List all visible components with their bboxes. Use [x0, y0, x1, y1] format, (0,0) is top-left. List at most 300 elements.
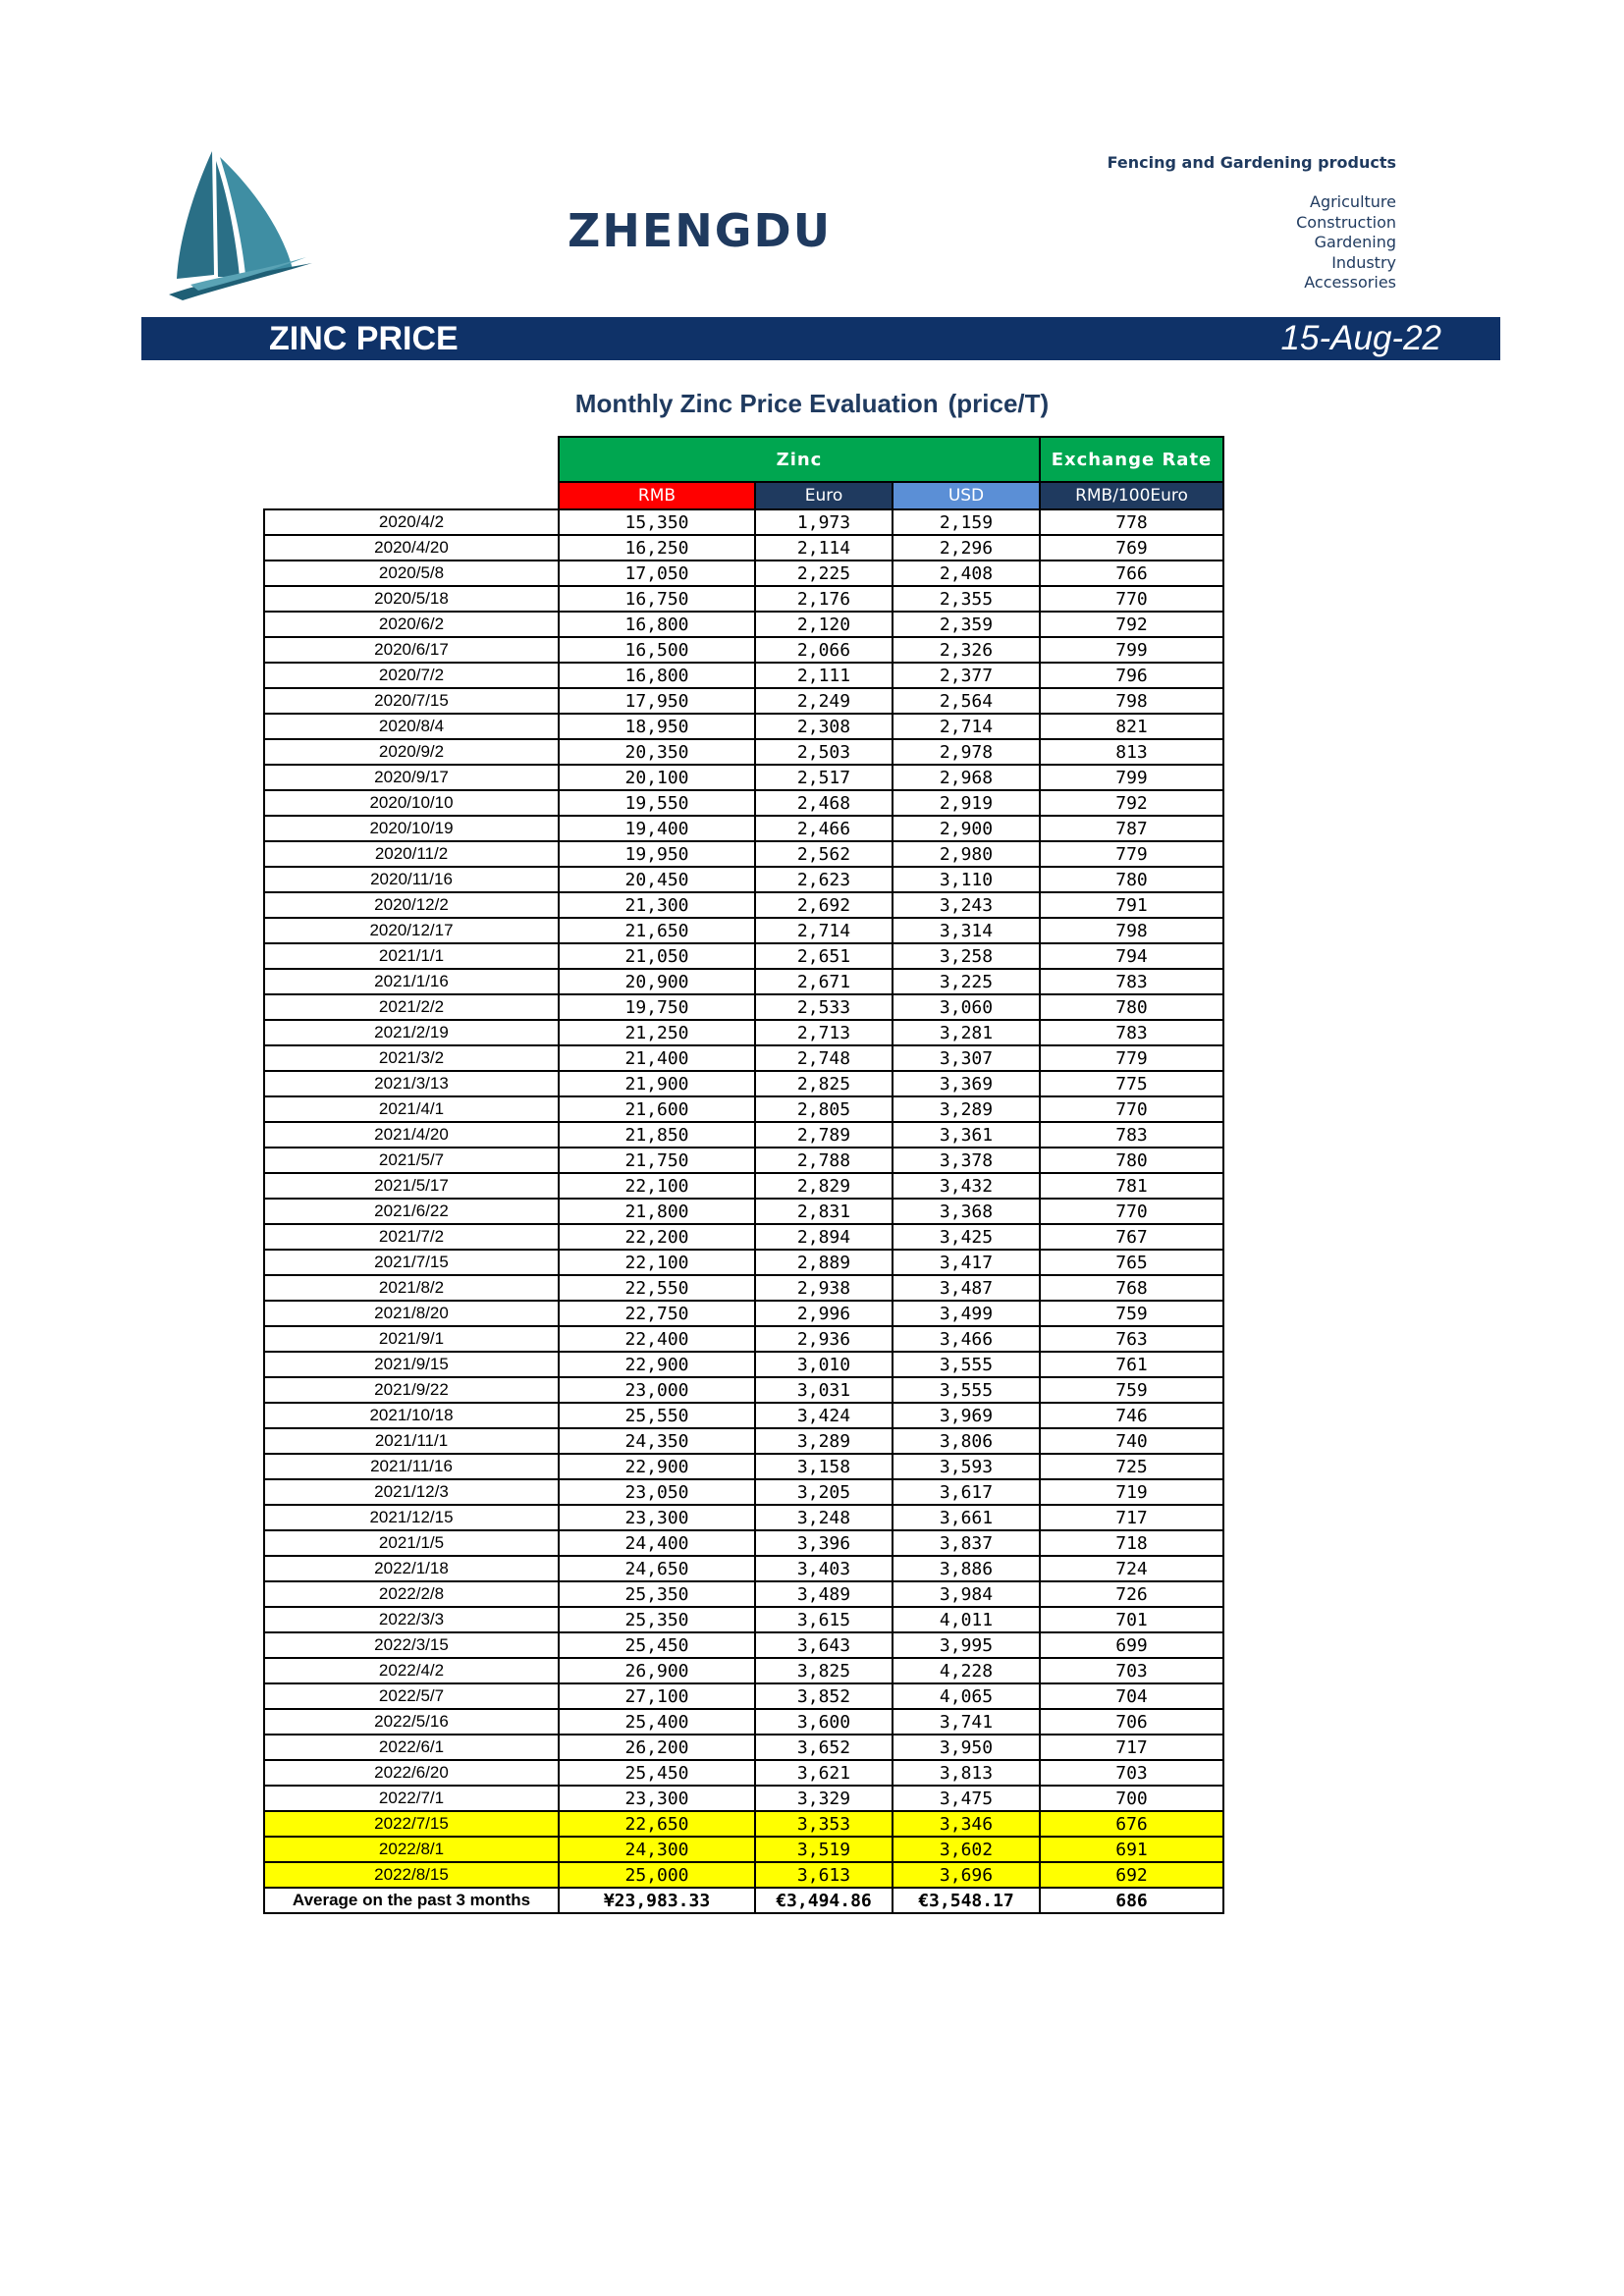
rate-cell: 780 [1040, 994, 1223, 1020]
euro-cell: 2,468 [755, 790, 893, 816]
euro-cell: 2,936 [755, 1326, 893, 1352]
usd-cell: 3,661 [893, 1505, 1040, 1530]
euro-cell: 2,517 [755, 765, 893, 790]
rmb-cell: 16,250 [559, 535, 755, 561]
usd-cell: 3,499 [893, 1301, 1040, 1326]
usd-cell: 2,919 [893, 790, 1040, 816]
date-cell: 2022/6/1 [264, 1735, 559, 1760]
rate-cell: 703 [1040, 1658, 1223, 1683]
usd-cell: 3,593 [893, 1454, 1040, 1479]
usd-cell: 3,466 [893, 1326, 1040, 1352]
euro-cell: 2,308 [755, 714, 893, 739]
rmb-cell: 21,400 [559, 1045, 755, 1071]
rmb-cell: 21,650 [559, 918, 755, 943]
date-cell: 2020/9/2 [264, 739, 559, 765]
date-cell: 2022/3/3 [264, 1607, 559, 1632]
rmb-cell: 22,100 [559, 1250, 755, 1275]
euro-cell: 2,651 [755, 943, 893, 969]
table-row [264, 1326, 1223, 1352]
table-title-unit: (price/T) [947, 389, 1050, 418]
date-cell: 2020/10/10 [264, 790, 559, 816]
rate-cell: 724 [1040, 1556, 1223, 1581]
euro-cell: 3,652 [755, 1735, 893, 1760]
table-row [264, 535, 1223, 561]
date-cell: 2022/5/7 [264, 1683, 559, 1709]
date-cell: 2022/3/15 [264, 1632, 559, 1658]
euro-cell: 2,829 [755, 1173, 893, 1199]
table-row [264, 1224, 1223, 1250]
group-header-row [264, 437, 1223, 482]
euro-cell: 2,996 [755, 1301, 893, 1326]
usd-cell: 3,368 [893, 1199, 1040, 1224]
usd-cell: 3,425 [893, 1224, 1040, 1250]
date-cell: 2020/11/2 [264, 841, 559, 867]
euro-cell: 2,066 [755, 637, 893, 663]
euro-cell: 2,805 [755, 1096, 893, 1122]
usd-cell: 3,258 [893, 943, 1040, 969]
usd-cell: 2,980 [893, 841, 1040, 867]
table-row [264, 714, 1223, 739]
date-cell: 2021/4/1 [264, 1096, 559, 1122]
date-cell: 2022/5/16 [264, 1709, 559, 1735]
average-rmb: ¥23,983.33 [559, 1888, 755, 1913]
usd-cell: 3,741 [893, 1709, 1040, 1735]
date-cell: 2021/3/13 [264, 1071, 559, 1096]
euro-cell: 3,329 [755, 1786, 893, 1811]
rmb-cell: 20,350 [559, 739, 755, 765]
category-item: Agriculture [1310, 192, 1396, 211]
usd-cell: 2,968 [893, 765, 1040, 790]
rate-cell: 770 [1040, 1096, 1223, 1122]
date-cell: 2021/9/1 [264, 1326, 559, 1352]
rmb-cell: 23,300 [559, 1786, 755, 1811]
average-rate: 686 [1040, 1888, 1223, 1913]
title-banner [141, 317, 1500, 360]
rmb-cell: 19,550 [559, 790, 755, 816]
date-cell: 2020/12/2 [264, 892, 559, 918]
rate-cell: 725 [1040, 1454, 1223, 1479]
tagline: Fencing and Gardening products [1107, 153, 1396, 172]
date-cell: 2021/1/5 [264, 1530, 559, 1556]
table-row [264, 1530, 1223, 1556]
table-row [264, 994, 1223, 1020]
table-title [0, 389, 1624, 419]
table-row [264, 1352, 1223, 1377]
rmb-cell: 21,850 [559, 1122, 755, 1148]
table-row [264, 1122, 1223, 1148]
usd-cell: 2,359 [893, 612, 1040, 637]
usd-cell: 3,060 [893, 994, 1040, 1020]
exchange-rate-header: Exchange Rate [1040, 437, 1223, 482]
date-cell: 2020/5/8 [264, 561, 559, 586]
date-cell: 2020/8/4 [264, 714, 559, 739]
table-row [264, 841, 1223, 867]
rmb-cell: 21,300 [559, 892, 755, 918]
euro-cell: 2,692 [755, 892, 893, 918]
euro-column-header: Euro [755, 482, 893, 509]
table-row [264, 943, 1223, 969]
usd-cell: 3,950 [893, 1735, 1040, 1760]
table-row [264, 1301, 1223, 1326]
table-row [264, 1148, 1223, 1173]
date-cell: 2022/1/18 [264, 1556, 559, 1581]
date-cell: 2020/11/16 [264, 867, 559, 892]
rmb-cell: 23,300 [559, 1505, 755, 1530]
rmb-cell: 24,650 [559, 1556, 755, 1581]
table-row [264, 1735, 1223, 1760]
rate-cell: 799 [1040, 765, 1223, 790]
usd-cell: 2,296 [893, 535, 1040, 561]
rate-cell: 781 [1040, 1173, 1223, 1199]
date-cell: 2021/2/19 [264, 1020, 559, 1045]
average-label: Average on the past 3 months [264, 1888, 559, 1913]
header-spacer [264, 482, 559, 509]
rate-cell: 704 [1040, 1683, 1223, 1709]
rmb-cell: 17,050 [559, 561, 755, 586]
euro-cell: 2,503 [755, 739, 893, 765]
usd-cell: 3,378 [893, 1148, 1040, 1173]
rmb-cell: 16,800 [559, 663, 755, 688]
rate-cell: 796 [1040, 663, 1223, 688]
category-item: Industry [1331, 252, 1396, 272]
euro-cell: 3,600 [755, 1709, 893, 1735]
rate-cell: 765 [1040, 1250, 1223, 1275]
table-row [264, 1505, 1223, 1530]
euro-cell: 2,713 [755, 1020, 893, 1045]
sailboat-logo-icon [169, 147, 312, 300]
rmb-cell: 22,900 [559, 1352, 755, 1377]
usd-cell: 2,159 [893, 509, 1040, 535]
usd-cell: 2,564 [893, 688, 1040, 714]
date-cell: 2020/9/17 [264, 765, 559, 790]
euro-cell: 3,519 [755, 1837, 893, 1862]
table-row [264, 1096, 1223, 1122]
date-cell: 2022/6/20 [264, 1760, 559, 1786]
table-row [264, 612, 1223, 637]
header-spacer [264, 437, 559, 482]
euro-cell: 3,424 [755, 1403, 893, 1428]
table-row [264, 1632, 1223, 1658]
euro-cell: 2,825 [755, 1071, 893, 1096]
date-cell: 2021/9/22 [264, 1377, 559, 1403]
rmb-cell: 21,250 [559, 1020, 755, 1045]
euro-cell: 3,643 [755, 1632, 893, 1658]
table-title-main: Monthly Zinc Price Evaluation [574, 389, 939, 418]
date-cell: 2021/7/2 [264, 1224, 559, 1250]
table-row [264, 1760, 1223, 1786]
date-cell: 2020/7/15 [264, 688, 559, 714]
usd-cell: 3,617 [893, 1479, 1040, 1505]
rmb-cell: 22,550 [559, 1275, 755, 1301]
euro-cell: 3,248 [755, 1505, 893, 1530]
rate-cell: 717 [1040, 1505, 1223, 1530]
table-row [264, 1658, 1223, 1683]
usd-cell: 3,346 [893, 1811, 1040, 1837]
rmb-cell: 15,350 [559, 509, 755, 535]
euro-cell: 2,789 [755, 1122, 893, 1148]
usd-cell: 3,602 [893, 1837, 1040, 1862]
usd-cell: 3,369 [893, 1071, 1040, 1096]
rmb-cell: 26,200 [559, 1735, 755, 1760]
table-row [264, 637, 1223, 663]
highlighted-table-row [264, 1837, 1223, 1862]
rate-cell: 792 [1040, 790, 1223, 816]
euro-cell: 2,714 [755, 918, 893, 943]
rate-cell: 770 [1040, 586, 1223, 612]
euro-cell: 3,615 [755, 1607, 893, 1632]
table-row [264, 1377, 1223, 1403]
rate-cell: 719 [1040, 1479, 1223, 1505]
euro-cell: 2,671 [755, 969, 893, 994]
date-cell: 2020/12/17 [264, 918, 559, 943]
table-row [264, 867, 1223, 892]
rate-cell: 766 [1040, 561, 1223, 586]
usd-cell: 2,714 [893, 714, 1040, 739]
usd-cell: 2,355 [893, 586, 1040, 612]
rate-cell: 780 [1040, 1148, 1223, 1173]
rate-cell: 703 [1040, 1760, 1223, 1786]
table-row [264, 663, 1223, 688]
rmb-cell: 25,350 [559, 1607, 755, 1632]
usd-cell: 2,900 [893, 816, 1040, 841]
rate-cell: 787 [1040, 816, 1223, 841]
table-row [264, 509, 1223, 535]
usd-cell: 2,978 [893, 739, 1040, 765]
rate-cell: 778 [1040, 509, 1223, 535]
date-cell: 2021/4/20 [264, 1122, 559, 1148]
table-row [264, 1071, 1223, 1096]
euro-cell: 2,533 [755, 994, 893, 1020]
rmb-cell: 25,400 [559, 1709, 755, 1735]
table-row [264, 1709, 1223, 1735]
usd-cell: 3,969 [893, 1403, 1040, 1428]
table-row [264, 918, 1223, 943]
date-cell: 2020/4/2 [264, 509, 559, 535]
rmb-cell: 19,750 [559, 994, 755, 1020]
rate-cell: 726 [1040, 1581, 1223, 1607]
usd-cell: 2,377 [893, 663, 1040, 688]
euro-cell: 3,396 [755, 1530, 893, 1556]
rmb-cell: 21,800 [559, 1199, 755, 1224]
rmb-cell: 22,100 [559, 1173, 755, 1199]
table-row [264, 1786, 1223, 1811]
rate-cell: 761 [1040, 1352, 1223, 1377]
usd-cell: 3,995 [893, 1632, 1040, 1658]
rmb-cell: 20,100 [559, 765, 755, 790]
rmb-cell: 24,300 [559, 1837, 755, 1862]
euro-cell: 2,889 [755, 1250, 893, 1275]
table-row [264, 1428, 1223, 1454]
usd-cell: 3,281 [893, 1020, 1040, 1045]
date-cell: 2021/11/1 [264, 1428, 559, 1454]
rmb-cell: 22,900 [559, 1454, 755, 1479]
table-row [264, 892, 1223, 918]
euro-cell: 3,289 [755, 1428, 893, 1454]
rmb-cell: 26,900 [559, 1658, 755, 1683]
date-cell: 2021/7/15 [264, 1250, 559, 1275]
euro-cell: 3,031 [755, 1377, 893, 1403]
table-row [264, 739, 1223, 765]
rmb-cell: 22,200 [559, 1224, 755, 1250]
usd-cell: 3,432 [893, 1173, 1040, 1199]
rate-cell: 780 [1040, 867, 1223, 892]
date-cell: 2020/6/2 [264, 612, 559, 637]
usd-cell: 3,361 [893, 1122, 1040, 1148]
rmb-cell: 25,550 [559, 1403, 755, 1428]
rate-cell: 769 [1040, 535, 1223, 561]
date-cell: 2020/4/20 [264, 535, 559, 561]
date-cell: 2021/6/22 [264, 1199, 559, 1224]
rate-cell: 798 [1040, 688, 1223, 714]
rate-cell: 676 [1040, 1811, 1223, 1837]
table-row [264, 1045, 1223, 1071]
usd-cell: 3,487 [893, 1275, 1040, 1301]
table-row [264, 1250, 1223, 1275]
category-item: Construction [1296, 212, 1396, 232]
date-cell: 2021/8/20 [264, 1301, 559, 1326]
date-cell: 2021/1/16 [264, 969, 559, 994]
rmb-cell: 24,400 [559, 1530, 755, 1556]
rmb-cell: 16,500 [559, 637, 755, 663]
euro-cell: 1,973 [755, 509, 893, 535]
euro-cell: 3,403 [755, 1556, 893, 1581]
rmb-cell: 25,350 [559, 1581, 755, 1607]
rate-cell: 779 [1040, 1045, 1223, 1071]
rate-cell: 706 [1040, 1709, 1223, 1735]
rate-cell: 700 [1040, 1786, 1223, 1811]
table-row [264, 1173, 1223, 1199]
date-cell: 2022/7/15 [264, 1811, 559, 1837]
euro-cell: 2,562 [755, 841, 893, 867]
table-row [264, 1683, 1223, 1709]
rmb-cell: 17,950 [559, 688, 755, 714]
usd-cell: 3,225 [893, 969, 1040, 994]
rate-cell: 791 [1040, 892, 1223, 918]
rate-cell: 813 [1040, 739, 1223, 765]
category-list [1296, 192, 1396, 294]
table-row [264, 1607, 1223, 1632]
rmb-cell: 21,750 [559, 1148, 755, 1173]
rate-cell: 792 [1040, 612, 1223, 637]
euro-cell: 3,852 [755, 1683, 893, 1709]
euro-cell: 3,205 [755, 1479, 893, 1505]
date-cell: 2021/2/2 [264, 994, 559, 1020]
usd-cell: 3,289 [893, 1096, 1040, 1122]
rmb-cell: 25,450 [559, 1632, 755, 1658]
usd-cell: 3,984 [893, 1581, 1040, 1607]
euro-cell: 2,748 [755, 1045, 893, 1071]
rate-cell: 701 [1040, 1607, 1223, 1632]
category-item: Gardening [1314, 233, 1396, 251]
rate-cell: 821 [1040, 714, 1223, 739]
rmb-cell: 21,900 [559, 1071, 755, 1096]
rate-cell: 767 [1040, 1224, 1223, 1250]
zinc-price-table [263, 436, 1224, 1914]
usd-cell: 3,555 [893, 1377, 1040, 1403]
usd-cell: 3,475 [893, 1786, 1040, 1811]
date-cell: 2022/8/1 [264, 1837, 559, 1862]
rate-cell: 794 [1040, 943, 1223, 969]
date-cell: 2021/5/7 [264, 1148, 559, 1173]
rate-cell: 763 [1040, 1326, 1223, 1352]
table-row [264, 1556, 1223, 1581]
table-row [264, 561, 1223, 586]
date-cell: 2022/4/2 [264, 1658, 559, 1683]
banner-title: ZINC PRICE [269, 320, 459, 357]
rmb-cell: 21,600 [559, 1096, 755, 1122]
rmb-cell: 23,050 [559, 1479, 755, 1505]
usd-cell: 3,243 [893, 892, 1040, 918]
zinc-group-header: Zinc [559, 437, 1040, 482]
usd-cell: 3,813 [893, 1760, 1040, 1786]
date-cell: 2022/2/8 [264, 1581, 559, 1607]
rate-cell: 770 [1040, 1199, 1223, 1224]
euro-cell: 2,938 [755, 1275, 893, 1301]
table-row [264, 1581, 1223, 1607]
usd-cell: 3,886 [893, 1556, 1040, 1581]
date-cell: 2021/12/3 [264, 1479, 559, 1505]
rate-cell: 718 [1040, 1530, 1223, 1556]
table-row [264, 1479, 1223, 1505]
usd-column-header: USD [893, 482, 1040, 509]
price-rows [264, 509, 1223, 1888]
rmb-cell: 16,800 [559, 612, 755, 637]
usd-cell: 3,307 [893, 1045, 1040, 1071]
euro-cell: 2,466 [755, 816, 893, 841]
rate-cell: 783 [1040, 1122, 1223, 1148]
euro-cell: 2,111 [755, 663, 893, 688]
date-cell: 2020/5/18 [264, 586, 559, 612]
usd-cell: 3,417 [893, 1250, 1040, 1275]
euro-cell: 3,353 [755, 1811, 893, 1837]
category-item: Accessories [1304, 273, 1396, 292]
usd-cell: 2,408 [893, 561, 1040, 586]
euro-cell: 2,176 [755, 586, 893, 612]
table-row [264, 688, 1223, 714]
euro-cell: 2,623 [755, 867, 893, 892]
rate-cell: 779 [1040, 841, 1223, 867]
euro-cell: 2,788 [755, 1148, 893, 1173]
rmb-column-header: RMB [559, 482, 755, 509]
rmb-cell: 24,350 [559, 1428, 755, 1454]
rmb-cell: 19,950 [559, 841, 755, 867]
date-cell: 2020/6/17 [264, 637, 559, 663]
rate-cell: 699 [1040, 1632, 1223, 1658]
usd-cell: 3,806 [893, 1428, 1040, 1454]
usd-cell: 3,837 [893, 1530, 1040, 1556]
table-row [264, 1454, 1223, 1479]
euro-cell: 2,831 [755, 1199, 893, 1224]
date-cell: 2020/7/2 [264, 663, 559, 688]
rmb-cell: 27,100 [559, 1683, 755, 1709]
rmb-cell: 25,000 [559, 1862, 755, 1888]
rate-cell: 691 [1040, 1837, 1223, 1862]
average-euro: €3,494.86 [755, 1888, 893, 1913]
rmb-cell: 16,750 [559, 586, 755, 612]
rate-cell: 783 [1040, 969, 1223, 994]
usd-cell: 3,110 [893, 867, 1040, 892]
table-row [264, 790, 1223, 816]
rmb-cell: 21,050 [559, 943, 755, 969]
usd-cell: 3,555 [893, 1352, 1040, 1377]
rmb-cell: 18,950 [559, 714, 755, 739]
table-row [264, 969, 1223, 994]
euro-cell: 2,114 [755, 535, 893, 561]
table-row [264, 1275, 1223, 1301]
rate-cell: 798 [1040, 918, 1223, 943]
usd-cell: 2,326 [893, 637, 1040, 663]
usd-cell: 3,314 [893, 918, 1040, 943]
